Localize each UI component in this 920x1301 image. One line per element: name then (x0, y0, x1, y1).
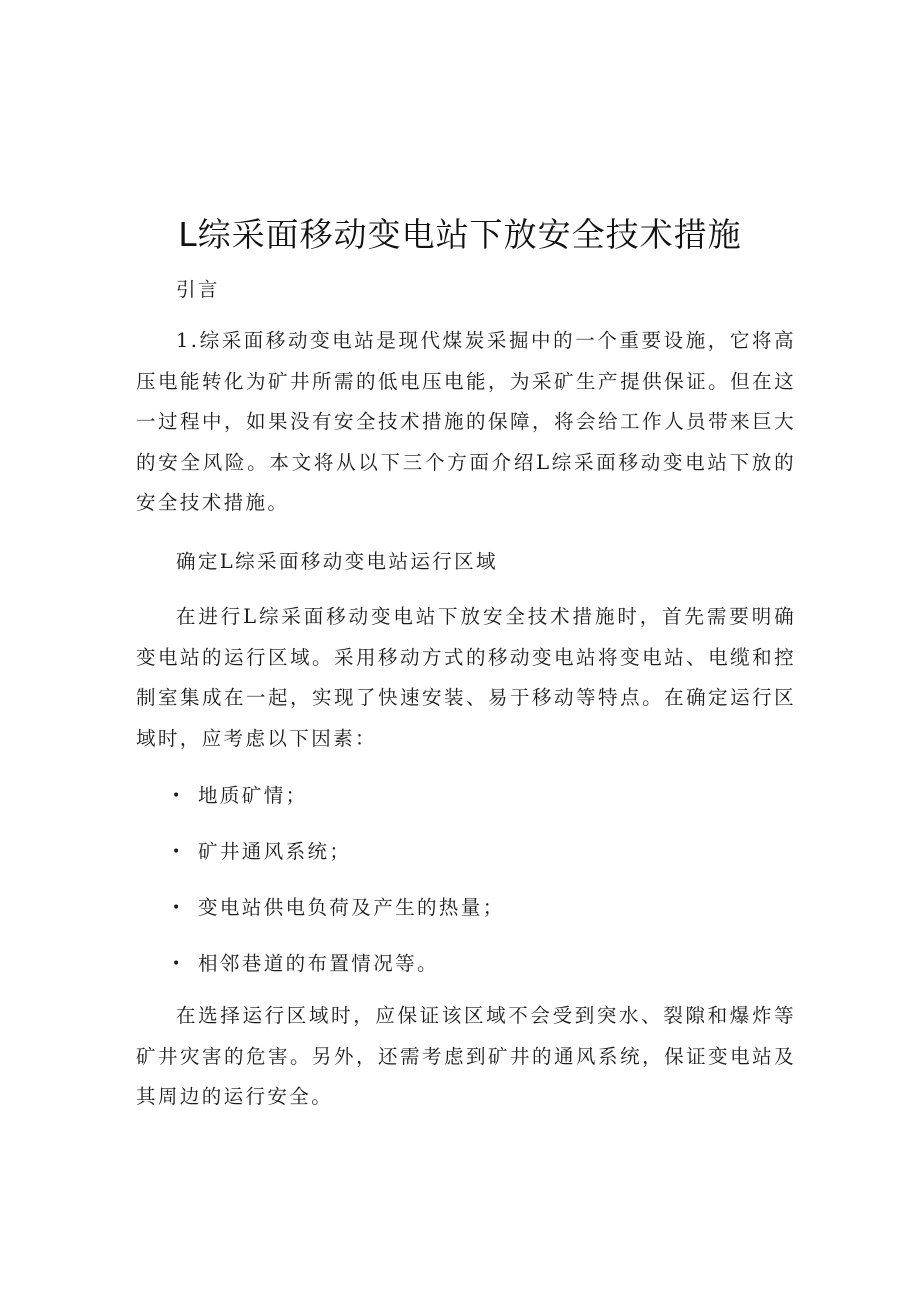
list-item (170, 832, 505, 888)
section1-heading: 确定L综采面移动变电站运行区域 (176, 550, 498, 573)
document-title: L综采面移动变电站下放安全技术措施 (178, 215, 742, 254)
list-item (170, 888, 505, 944)
list-item-text: 相邻巷道的布置情况等。 (198, 952, 439, 975)
list-item-text: 地质矿情； (198, 784, 308, 807)
bullet-icon: • (172, 788, 183, 804)
section1-paragraph: 在进行L综采面移动变电站下放安全技术措施时，首先需要明确变电站的运行区域。采用移动方式的移动变电站将变电站、电缆和控制室集成在一起，实现了快速安装、易于移动等特点。在确定运行区域时，应考虑以下因素： (136, 605, 796, 750)
bullet-icon: • (172, 900, 183, 916)
list-item-text: 矿井通风系统； (198, 840, 352, 863)
closing-paragraph: 在选择运行区域时，应保证该区域不会受到突水、裂隙和爆炸等矿井灾害的危害。另外，还需考虑到矿井的通风系统，保证变电站及其周边的运行安全。 (136, 1004, 796, 1108)
list-item (170, 944, 505, 1000)
bullet-icon: • (172, 956, 183, 972)
list-item-text: 变电站供电负荷及产生的热量； (198, 896, 505, 919)
intro-paragraph: 1.综采面移动变电站是现代煤炭采掘中的一个重要设施，它将高压电能转化为矿井所需的低电压电能，为采矿生产提供保证。但在这一过程中，如果没有安全技术措施的保障，将会给工作人员带来巨大的安全风险。本文将从以下三个方面介绍L综采面移动变电站下放的安全技术措施。 (136, 329, 796, 514)
bullet-icon: • (172, 844, 183, 860)
intro-heading: 引言 (176, 278, 220, 301)
list-item (170, 776, 505, 832)
factors-list (170, 776, 505, 1000)
